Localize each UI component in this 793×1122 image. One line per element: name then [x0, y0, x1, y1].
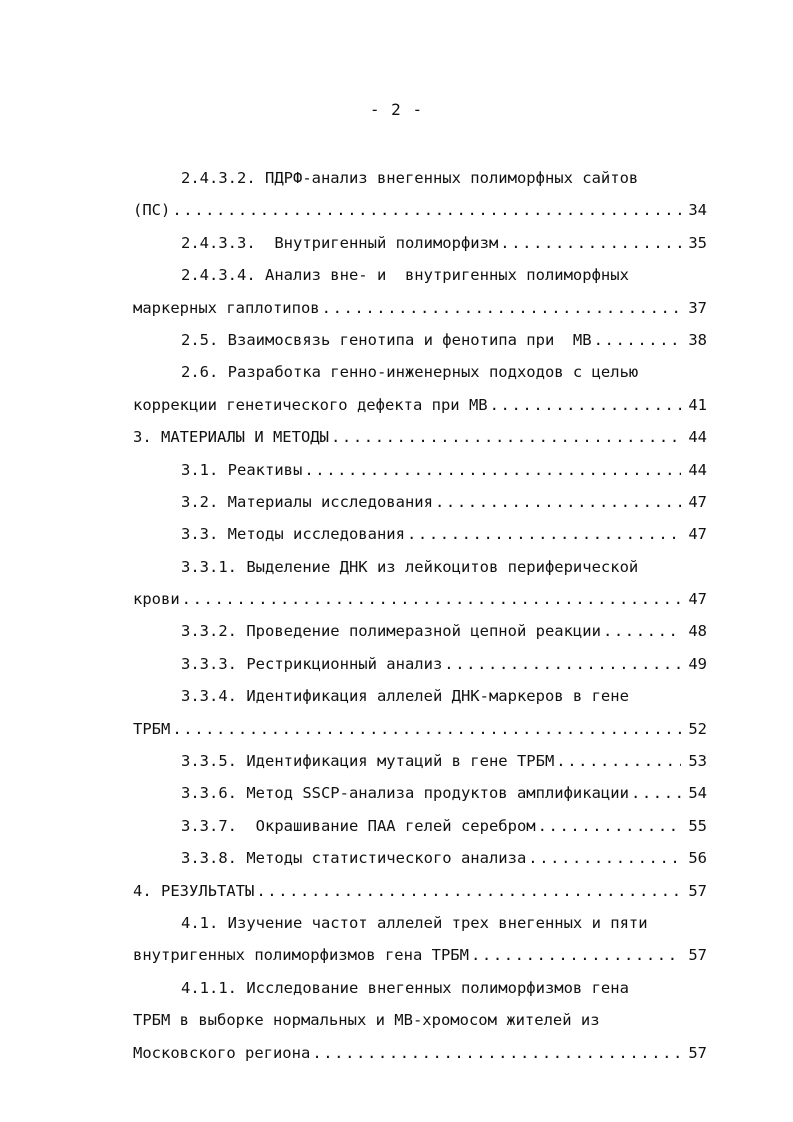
toc-page-number: 47 — [688, 492, 707, 511]
toc-line — [133, 356, 707, 388]
toc-page-number: 57 — [688, 1043, 707, 1062]
toc-entry-text: 3.2. Материалы исследования — [181, 492, 433, 511]
toc-entry-text: (ПС) — [133, 201, 171, 220]
toc-page-number: 34 — [688, 201, 707, 220]
toc-line — [133, 648, 707, 680]
toc-entry-text: 2.4.3.2. ПДРФ-анализ внегенных полиморфных сайтов — [181, 169, 639, 187]
dot-leader — [304, 454, 681, 486]
toc-entry-text: 4.1. Изучение частот аллелей трех внегенных и пяти — [181, 913, 648, 932]
toc-page-number: 47 — [688, 525, 707, 544]
toc-line — [133, 454, 707, 486]
dot-leader — [594, 324, 681, 356]
toc-entry-text: 3.3.2. Проведение полимеразной цепной реакции — [181, 622, 601, 641]
toc-entry-text: Московского региона — [133, 1043, 311, 1062]
toc-line — [133, 486, 707, 518]
toc-entry-text: коррекции генетического дефекта при МВ — [133, 395, 488, 414]
toc-line — [133, 389, 707, 421]
toc-entry-text: внутригенных полиморфизмов гена ТРБМ — [133, 946, 469, 965]
toc-entry-text: 4.1.1. Исследование внегенных полиморфизмов гена — [181, 978, 629, 997]
toc-entry-text: 3.3.4. Идентификация аллелей ДНК-маркеров в гене — [181, 687, 629, 706]
toc-entry-text: 2.5. Взаимосвязь генотипа и фенотипа при МВ — [181, 330, 592, 349]
toc-line — [133, 1004, 707, 1036]
toc-page-number: 54 — [688, 784, 707, 803]
toc-page-number: 47 — [688, 590, 707, 609]
page-number: - 2 - — [369, 100, 424, 119]
toc-line — [133, 551, 707, 583]
toc-entry-text: маркерных гаплотипов — [133, 298, 320, 317]
dot-leader — [603, 615, 681, 647]
dot-leader — [322, 292, 681, 324]
toc-line — [133, 292, 707, 324]
dot-leader — [407, 518, 681, 550]
dot-leader — [471, 939, 681, 971]
dot-leader — [528, 842, 681, 874]
toc-line — [133, 259, 707, 291]
toc-entry-text: 3.1. Реактивы — [181, 460, 303, 479]
dot-leader — [331, 421, 681, 453]
dot-leader — [172, 194, 681, 226]
toc-entry-text: 3.3.7. Окрашивание ПАА гелей серебром — [181, 816, 536, 835]
dot-leader — [444, 648, 681, 680]
dot-leader — [538, 810, 681, 842]
toc-line — [133, 518, 707, 550]
toc-line — [133, 777, 707, 809]
toc-entry-text: ТРБМ — [133, 719, 171, 738]
toc-page-number: 38 — [688, 330, 707, 349]
toc-page-number: 44 — [688, 428, 707, 447]
toc-page-number: 57 — [688, 946, 707, 965]
toc-line — [133, 907, 707, 939]
toc-line — [133, 194, 707, 226]
toc-page-number: 53 — [688, 752, 707, 771]
toc-page-number: 56 — [688, 849, 707, 868]
toc-entry-text: 3.3.1. Выделение ДНК из лейкоцитов периферической — [181, 557, 639, 576]
toc-page-number: 35 — [688, 233, 707, 252]
toc-entry-text: 2.6. Разработка генно-инженерных подходов с целью — [181, 363, 639, 382]
table-of-contents — [133, 162, 707, 1069]
dot-leader — [435, 486, 681, 518]
toc-entry-text: 3.3.3. Рестрикционный анализ — [181, 654, 443, 673]
toc-page-number: 57 — [688, 881, 707, 900]
toc-entry-text: 3.3. Методы исследования — [181, 525, 405, 544]
toc-line — [133, 680, 707, 712]
toc-line — [133, 810, 707, 842]
toc-line — [133, 227, 707, 259]
toc-line — [133, 842, 707, 874]
toc-page-number: 48 — [688, 622, 707, 641]
toc-entry-text: ТРБМ в выборке нормальных и МВ-хромосом жителей из — [133, 1011, 600, 1030]
toc-page-number: 37 — [688, 298, 707, 317]
toc-line — [133, 713, 707, 745]
dot-leader — [556, 745, 681, 777]
toc-page-number: 55 — [688, 816, 707, 835]
toc-page-number: 52 — [688, 719, 707, 738]
toc-line — [133, 615, 707, 647]
toc-entry-text: 3. МАТЕРИАЛЫ И МЕТОДЫ — [133, 428, 329, 447]
toc-line — [133, 324, 707, 356]
dot-leader — [256, 875, 681, 907]
toc-line — [133, 939, 707, 971]
toc-entry-text: 3.3.8. Методы статистического анализа — [181, 849, 527, 868]
dot-leader — [172, 713, 681, 745]
toc-line — [133, 162, 707, 194]
dot-leader — [631, 777, 681, 809]
toc-line — [133, 583, 707, 615]
toc-line — [133, 421, 707, 453]
dot-leader — [312, 1037, 681, 1069]
dot-leader — [182, 583, 681, 615]
toc-page-number: 41 — [688, 395, 707, 414]
toc-line — [133, 1037, 707, 1069]
toc-line — [133, 972, 707, 1004]
toc-entry-text: 2.4.3.4. Анализ вне- и внутригенных полиморфных — [181, 266, 629, 285]
toc-entry-text: 3.3.6. Метод SSCP-анализа продуктов амплификации — [181, 784, 629, 803]
toc-entry-text: 3.3.5. Идентификация мутаций в гене ТРБМ — [181, 752, 555, 771]
toc-line — [133, 745, 707, 777]
toc-page-number: 44 — [688, 460, 707, 479]
toc-entry-text: 4. РЕЗУЛЬТАТЫ — [133, 881, 255, 900]
toc-page-number: 49 — [688, 654, 707, 673]
toc-entry-text: 2.4.3.3. Внутригенный полиморфизм — [181, 233, 499, 252]
toc-entry-text: крови — [133, 590, 180, 609]
dot-leader — [500, 227, 681, 259]
toc-line — [133, 875, 707, 907]
dot-leader — [490, 389, 681, 421]
